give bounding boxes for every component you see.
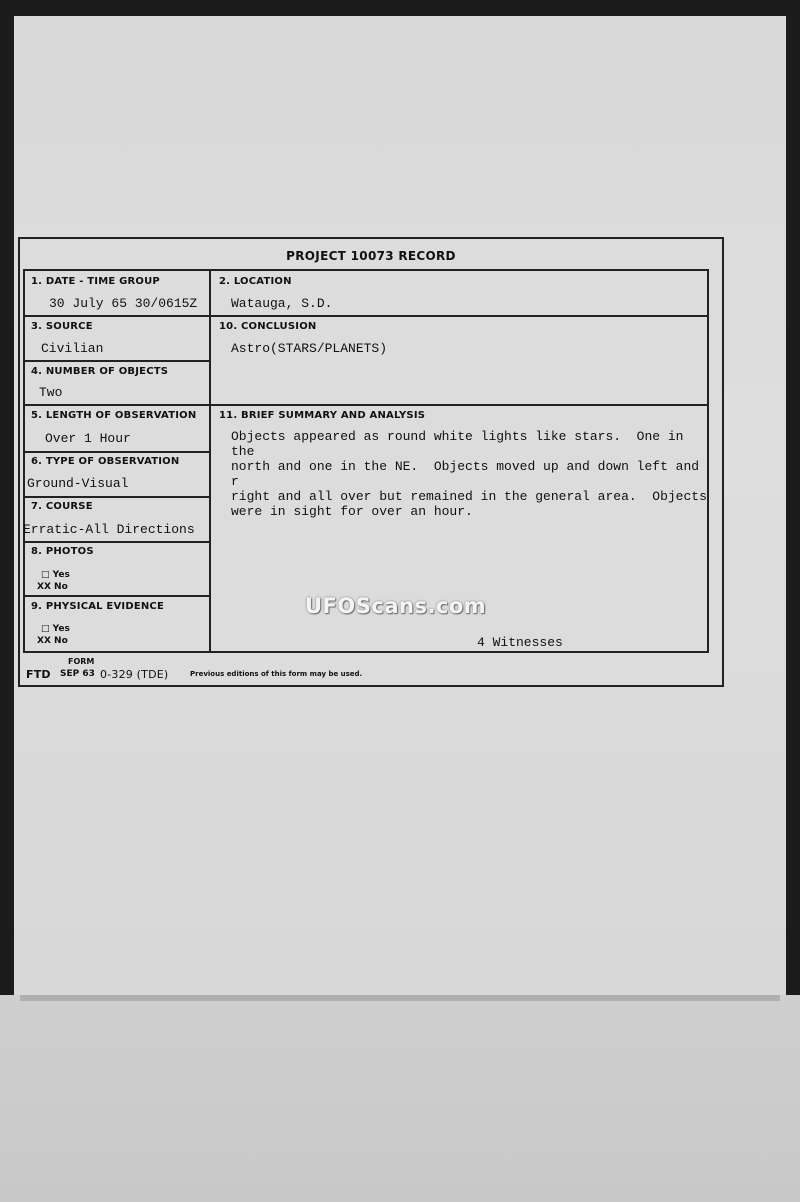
- row-divider: [25, 496, 209, 498]
- page-edge: [20, 995, 780, 1001]
- lower-page: [0, 995, 800, 1202]
- type-of-observation-label: 6. TYPE OF OBSERVATION: [31, 456, 180, 467]
- evidence-no-label: No: [54, 636, 68, 646]
- row-divider: [25, 315, 707, 317]
- evidence-no: [37, 636, 68, 646]
- evidence-no-checkbox: XX: [37, 636, 51, 646]
- row-divider: [25, 404, 707, 406]
- summary-label: 11. BRIEF SUMMARY AND ANALYSIS: [219, 410, 426, 421]
- photos-yes-label: Yes: [52, 570, 70, 580]
- photos-no-label: No: [54, 582, 68, 592]
- course-value: Erratic-All Directions: [23, 522, 195, 537]
- row-divider: [25, 360, 209, 362]
- photos-no: [37, 582, 68, 592]
- form-number: 0-329 (TDE): [100, 668, 169, 681]
- physical-evidence-label: 9. PHYSICAL EVIDENCE: [31, 601, 164, 612]
- form-footer: [26, 657, 716, 685]
- conclusion-label: 10. CONCLUSION: [219, 321, 317, 332]
- source-label: 3. SOURCE: [31, 321, 93, 332]
- course-label: 7. COURSE: [31, 501, 93, 512]
- evidence-yes: [41, 624, 70, 634]
- evidence-yes-label: Yes: [52, 624, 70, 634]
- evidence-yes-checkbox: □: [41, 624, 50, 634]
- location-value: Watauga, S.D.: [231, 296, 333, 311]
- summary-text: Objects appeared as round white lights like stars. One in the north and one in the NE. Objects moved up and down left and r right and all over but remained in the general area. Objects were in sight for over an hour.: [231, 429, 707, 519]
- row-divider: [25, 595, 209, 597]
- length-of-observation-label: 5. LENGTH OF OBSERVATION: [31, 410, 197, 421]
- date-time-value: 30 July 65 30/0615Z: [49, 296, 198, 311]
- number-of-objects-label: 4. NUMBER OF OBJECTS: [31, 366, 169, 377]
- record-card: [18, 237, 724, 687]
- photos-no-checkbox: XX: [37, 582, 51, 592]
- column-divider: [209, 271, 211, 651]
- number-of-objects-value: Two: [39, 385, 63, 400]
- source-value: Civilian: [41, 341, 104, 356]
- date-time-label: 1. DATE - TIME GROUP: [31, 276, 160, 287]
- length-of-observation-value: Over 1 Hour: [45, 431, 131, 446]
- row-divider: [25, 451, 209, 453]
- watermark: UFOScans.com: [305, 594, 487, 618]
- type-of-observation-value: Ground-Visual: [27, 476, 129, 491]
- witnesses-text: 4 Witnesses: [477, 635, 563, 650]
- ftd-label: FTD: [26, 668, 51, 681]
- conclusion-value: Astro(STARS/PLANETS): [231, 341, 388, 356]
- photos-label: 8. PHOTOS: [31, 546, 94, 557]
- photos-yes: [41, 570, 70, 580]
- form-title: PROJECT 10073 RECORD: [286, 249, 456, 263]
- form-date: SEP 63: [60, 669, 95, 679]
- photos-yes-checkbox: □: [41, 570, 50, 580]
- location-label: 2. LOCATION: [219, 276, 292, 287]
- form-word: FORM: [68, 657, 95, 666]
- form-note: Previous editions of this form may be used.: [190, 670, 363, 678]
- row-divider: [25, 541, 209, 543]
